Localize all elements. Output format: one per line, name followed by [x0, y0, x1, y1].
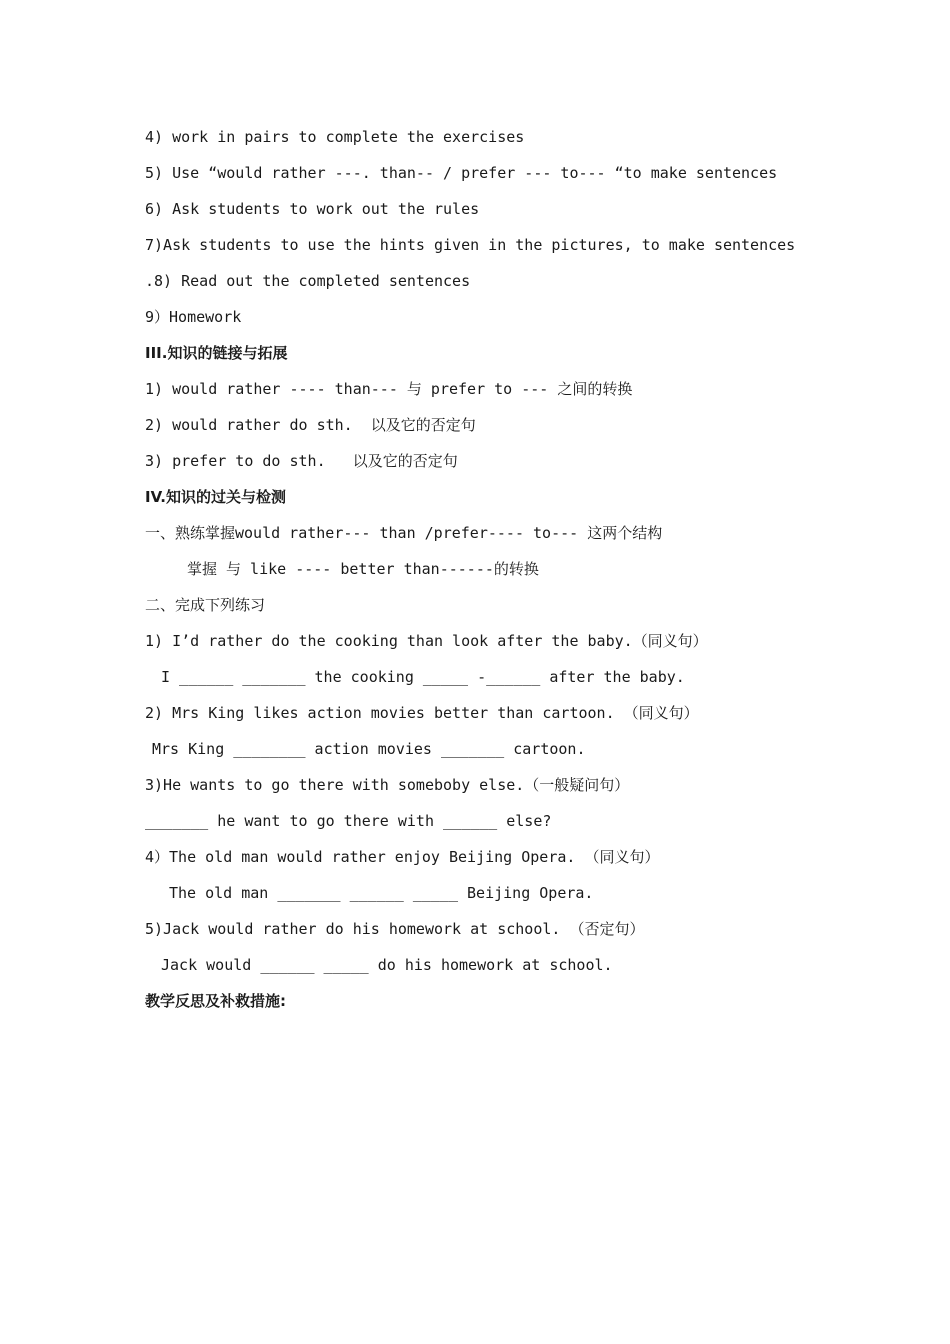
exercise-1-answer: I ______ _______ the cooking _____ -______ after the baby. [161, 668, 685, 686]
section-iv-heading: IV.知识的过关与检测 [145, 488, 286, 506]
exercise-3-answer: _______ he want to go there with ______ else? [145, 812, 552, 830]
exercise-1-question: 1) I’d rather do the cooking than look after the baby.（同义句） [145, 632, 708, 650]
exercise-4-answer: The old man _______ ______ _____ Beijing Opera. [169, 884, 594, 902]
mastery-item-1: 一、熟练掌握would rather--- than /prefer---- to--- 这两个结构 [145, 524, 663, 542]
reflection-heading: 教学反思及补救措施: [145, 992, 286, 1010]
exercise-5-answer: Jack would ______ _____ do his homework at school. [161, 956, 613, 974]
step-7-text: 7)Ask students to use the hints given in the pictures, to make sentences [145, 236, 796, 254]
mastery-item-1-cont: 掌握 与 like ---- better than------的转换 [187, 560, 539, 578]
step-5-text: 5) Use “would rather ---. than-- / prefer --- to--- “to make sentences [145, 164, 778, 182]
exercise-5-question: 5)Jack would rather do his homework at school. （否定句） [145, 920, 645, 938]
exercise-2-answer: Mrs King ________ action movies _______ cartoon. [152, 740, 586, 758]
exercise-3-question: 3)He wants to go there with someboby else.（一般疑问句） [145, 776, 630, 794]
link-item-2: 2) would rather do sth. 以及它的否定句 [145, 416, 476, 434]
step-9-text: 9）Homework [145, 308, 242, 326]
section-iii-heading: III.知识的链接与拓展 [145, 344, 288, 362]
exercise-2-question: 2) Mrs King likes action movies better than cartoon. （同义句） [145, 704, 699, 722]
step-6-text: 6) Ask students to work out the rules [145, 200, 480, 218]
step-8-text: .8) Read out the completed sentences [145, 272, 471, 290]
link-item-3: 3) prefer to do sth. 以及它的否定句 [145, 452, 458, 470]
exercise-4-question: 4）The old man would rather enjoy Beijing Opera. （同义句） [145, 848, 660, 866]
exercise-heading: 二、完成下列练习 [145, 596, 266, 614]
step-4-text: 4) work in pairs to complete the exercises [145, 128, 525, 146]
link-item-1: 1) would rather ---- than--- 与 prefer to --- 之间的转换 [145, 380, 633, 398]
